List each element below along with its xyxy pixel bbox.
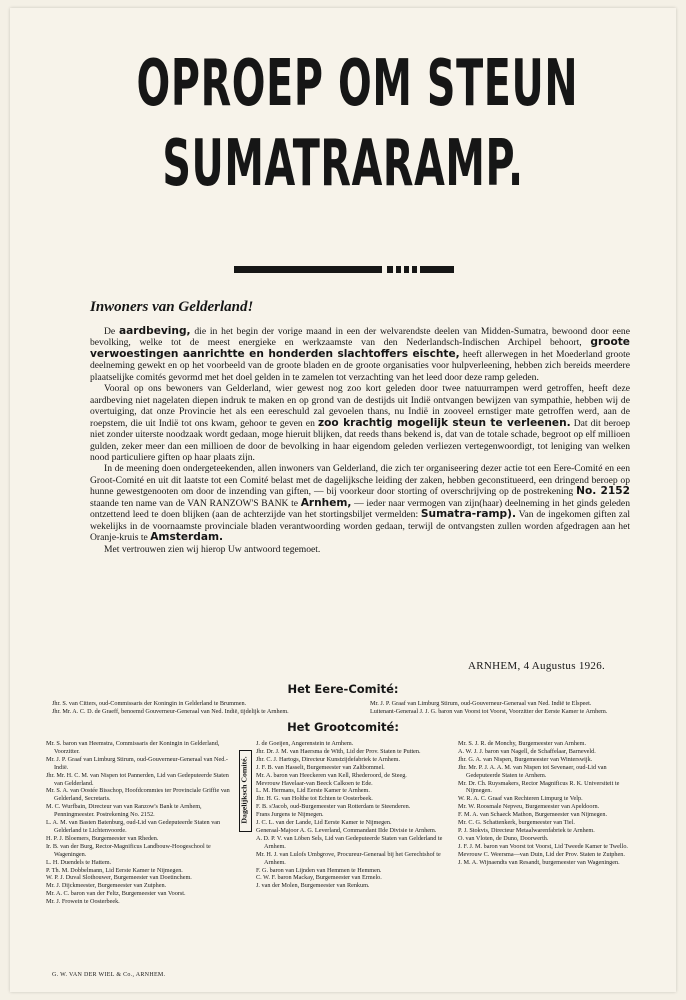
list-item: J. F. B. van Hasselt, Burgemeester van Zaltbommel. <box>256 763 385 771</box>
list-item: F. G. baron van Lijnden van Hemmen te Hemmen. <box>256 866 382 874</box>
list-item: Jhr. H. G. van Holthe tot Echten te Oosterbeek. <box>256 795 373 803</box>
list-item: Mr. C. G. Schattenkerk, burgemeester van Tiel. <box>458 819 575 827</box>
list-item: Jhr. Mr. P. J. A. A. M. van Nispen tot Sevenaer, oud-Lid van Gedeputeerde Staten te Arnhem. <box>458 763 607 779</box>
appeal-body <box>90 326 630 555</box>
paragraph-1: De aardbeving, die in het begin der vorige maand in een der welvarendste deelen van Midden-Sumatra, bewoond door eene bevolking, welke tot de meest energieke en werkzaamste van den Nederlandsch-Indischen Archipel behoort, groote verwoestingen aanrichtte en honderden slachtoffers eischte, heeft allerwegen in het Moederland groote deelneming gewekt en op het voorbeeld van de groote bladen en de groote organisaties voor hulpverleening, hebben zich bereids meerdere plaatselijke comités gevormd met het doel gelden in te zamelen tot verzachting van het leed door deze ramp geleden. <box>90 325 630 383</box>
groot-comite-column-2 <box>256 740 450 890</box>
list-item: Mr. S. baron van Heemstra, Commissaris der Koningin in Gelderland, Voorzitter. <box>46 740 220 755</box>
list-item: Mr. S. J. R. de Monchy, Burgemeester van Arnhem. <box>458 740 587 747</box>
groot-comite-column-1 <box>46 740 234 906</box>
list-item: J. M. A. Wijnaendts van Resandt, burgemeester van Wageningen. <box>458 858 620 866</box>
eere-member: Jhr. S. van Citters, oud-Commissaris der Koningin in Gelderland te Brummen. <box>52 700 247 707</box>
printer-imprint: G. W. VAN DER WIEL & Co., ARNHEM. <box>52 972 166 978</box>
list-item: F. M. A. van Schaeck Mathon, Burgemeester van Nijmegen. <box>458 811 608 819</box>
paragraph-2: Vooral op ons bewoners van Gelderland, wier gewest nog zoo kort geleden door twee natuurrampen werd getroffen, heeft deze aardbeving niet nagelaten diepen indruk te maken en op grond van de destijds uit Indië ontvangen bewijzen van sympathie, hebben wij de overtuiging, dat onze Provincie het als een eereschuld zal gevoelen thans, nu Indië in zooveel ernstiger mate getroffen werd, aan de roepstem, die uit Indië tot ons kwam, gehoor te geven en zoo krachtig mogelijk steun te verleenen. Dat dit beroep niet zonder uiterste noodzaak wordt gedaan, moge hieruit blijken, dat reeds thans bekend is, dat van de totale schade, begroot op elf millioen gulden, zeker meer dan een millioen de door de bevolking in haar eigendom geleden verliezen vertegenwoordigt, tot leniging van welken nood particuliere giften op haar plaats zijn. <box>90 383 630 463</box>
list-item: C. W. F. baron Mackay, Burgemeester van Ermelo. <box>256 874 382 882</box>
list-item: Jhr. Mr. H. C. M. van Nispen tot Pannerden, Lid van Gedeputeerde Staten van Gelderland. <box>46 771 229 787</box>
dagelijksch-comite-label: Dagelijksch Comité. <box>239 756 249 824</box>
paragraph-4: Met vertrouwen zien wij hierop Uw antwoord tegemoet. <box>104 543 321 555</box>
list-item: J. C. L. van der Lande, Lid Eerste Kamer te Nijmegen. <box>256 819 392 827</box>
poster-sheet <box>10 8 676 992</box>
eere-member: Luitenant-Generaal J. J. G. baron van Voorst tot Voorst, Voorzitter der Eerste Kamer te Arnhem. <box>370 707 608 715</box>
list-item: Jhr. Dr. J. M. van Haersma de With, Lid der Prov. Staten te Putten. <box>256 747 421 755</box>
list-item: Mr. J. Frowein te Oosterbeek. <box>46 898 120 906</box>
list-item: Mr. H. J. van Lulofs Umbgrove, Procureur-Generaal bij het Gerechtshof te Arnhem. <box>256 850 441 866</box>
list-item: Mr. Dr. Ch. Ruysmakers, Rector Magnificus R. K. Universiteit te Nijmegen. <box>458 779 620 795</box>
place-date: ARNHEM, 4 Augustus 1926. <box>468 660 606 672</box>
paragraph-3: In de meening doen ondergeteekenden, allen inwoners van Gelderland, die zich ter organiseering dezer actie tot een Eere-Comité en een Groot-Comité en uit dit laatste tot een Comité belast met de dagelijksche leiding der zaken, hebben geconstitueerd, een dringend beroep op hunne gewestgenooten om door de inzending van giften, — bij voorkeur door storting of overschrijving op de postrekening No. 2152 staande ten name van de VAN RANZOW'S BANK te Arnhem, — ieder naar vermogen van zijn(haar) deelneming in het ginds geleden ontzettend leed te doen blijken (aan de achterzijde van het stortingsbiljet vermelden: Sumatra-ramp). Van de ingekomen giften zal wekelijks in de voornaamste provinciale bladen verantwoording worden gedaan, terwijl de ontvangsten zullen worden afgedragen aan het Oranje-kruis te Amsterdam. <box>90 463 631 544</box>
poster-title-line2: SUMATRARAMP. <box>162 127 524 201</box>
list-item: J. de Goeijen, Angerenstein te Arnhem. <box>256 740 354 747</box>
list-item: Jhr. C. J. Hartogs, Directeur Kunstzijdefabriek te Arnhem. <box>256 755 400 763</box>
list-item: L. H. Duendels te Hattem. <box>46 858 112 866</box>
list-item: O. van Vloten, de Duno, Doorwerth. <box>458 834 549 842</box>
list-item: Jhr. G. A. van Nispen, Burgemeester van Winterswijk. <box>458 755 593 763</box>
groot-comite-heading: Het Grootcomité: <box>287 720 399 734</box>
list-item: L. M. Hermans, Lid Eerste Kamer te Arnhem. <box>256 787 370 795</box>
groot-comite-column-3 <box>458 740 642 867</box>
list-item: P. J. Stokvis, Directeur Metaalwarenfabriek te Arnhem. <box>458 826 595 834</box>
eere-comite-left <box>52 700 320 716</box>
list-item: Mr. S. A. van Oostée Bisschop, Hoofdcommies ter Provinciale Griffie van Gelderland, Secretaris. <box>46 787 230 803</box>
eere-comite-heading: Het Eere-Comité: <box>287 682 399 696</box>
list-item: Mr. W. Roosmale Nepveu, Burgemeester van Apeldoorn. <box>458 803 600 811</box>
salutation: Inwoners van Gelderland! <box>90 299 254 315</box>
list-item: H. P. J. Bloemers, Burgemeester van Rheden. <box>46 834 159 842</box>
list-item: F. B. s'Jacob, oud-Burgemeester van Rotterdam te Steenderen. <box>256 803 411 811</box>
decorative-rule <box>234 266 454 273</box>
poster-title-line1: OPROEP OM STEUN <box>136 47 579 121</box>
list-item: L. A. M. van Basten Batenburg, oud-Lid van Gedeputeerde Staten van Gelderland te Lichtenvoorde. <box>46 819 221 834</box>
list-item: Generaal-Majoor A. G. Leverland, Commandant IIde Divisie te Arnhem. <box>256 826 437 834</box>
list-item: Mevrouw C. Weersma—van Duin, Lid der Prov. Staten te Zutphen. <box>458 850 625 858</box>
list-item: Mr. A. baron van Heeckeren van Kell, Rhederoord, de Steeg. <box>256 771 407 779</box>
list-item: J. van der Molen, Burgemeester van Renkum. <box>256 882 370 890</box>
list-item: Mr. J. P. Graaf van Limburg Stirum, oud-Gouverneur-Generaal van Ned.-Indië. <box>46 755 228 771</box>
list-item: W. P. J. Duval Slothouwer, Burgemeester van Doetinchem. <box>46 874 192 882</box>
eere-comite-right <box>370 700 638 716</box>
list-item: Mr. A. C. baron van der Feltz, Burgemeester van Voorst. <box>46 890 186 898</box>
eere-member: Mr. J. P. Graaf van Limburg Stirum, oud-Gouverneur-Generaal van Ned. Indië te Elspeet. <box>370 700 592 707</box>
list-item: Ir. B. van der Burg, Rector-Magnificus Landbouw-Hoogeschool te Wageningen. <box>46 842 211 858</box>
list-item: Mr. J. Dijckmeester, Burgemeester van Zutphen. <box>46 882 167 890</box>
list-item: A. D. P. V. van Löben Sels, Lid van Gedeputeerde Staten van Gelderland te Arnhem. <box>256 834 443 850</box>
list-item: P. Th. M. Dobbelmann, Lid Eerste Kamer te Nijmegen. <box>46 866 183 874</box>
list-item: M. C. Wurfbain, Directeur van van Ranzow's Bank te Arnhem, Penningmeester. Postrekening No. 2152. <box>46 803 202 819</box>
list-item: Frans Jurgens te Nijmegen. <box>256 811 324 819</box>
list-item: A. W. J. J. baron van Nagell, de Schaffelaar, Barneveld. <box>458 747 596 755</box>
list-item: J. F. J. M. baron van Voorst tot Voorst, Lid Tweede Kamer te Twello. <box>458 842 628 850</box>
list-item: W. R. A. C. Graaf van Rechteren Limpurg te Velp. <box>458 795 583 803</box>
list-item: Mevrouw Havelaar-van Beeck Calkoen te Ede. <box>256 779 373 787</box>
eere-member: Jhr. Mr. A. C. D. de Graeff, benoemd Gouverneur-Generaal van Ned. Indië, tijdelijk te Arnhem. <box>52 707 289 715</box>
